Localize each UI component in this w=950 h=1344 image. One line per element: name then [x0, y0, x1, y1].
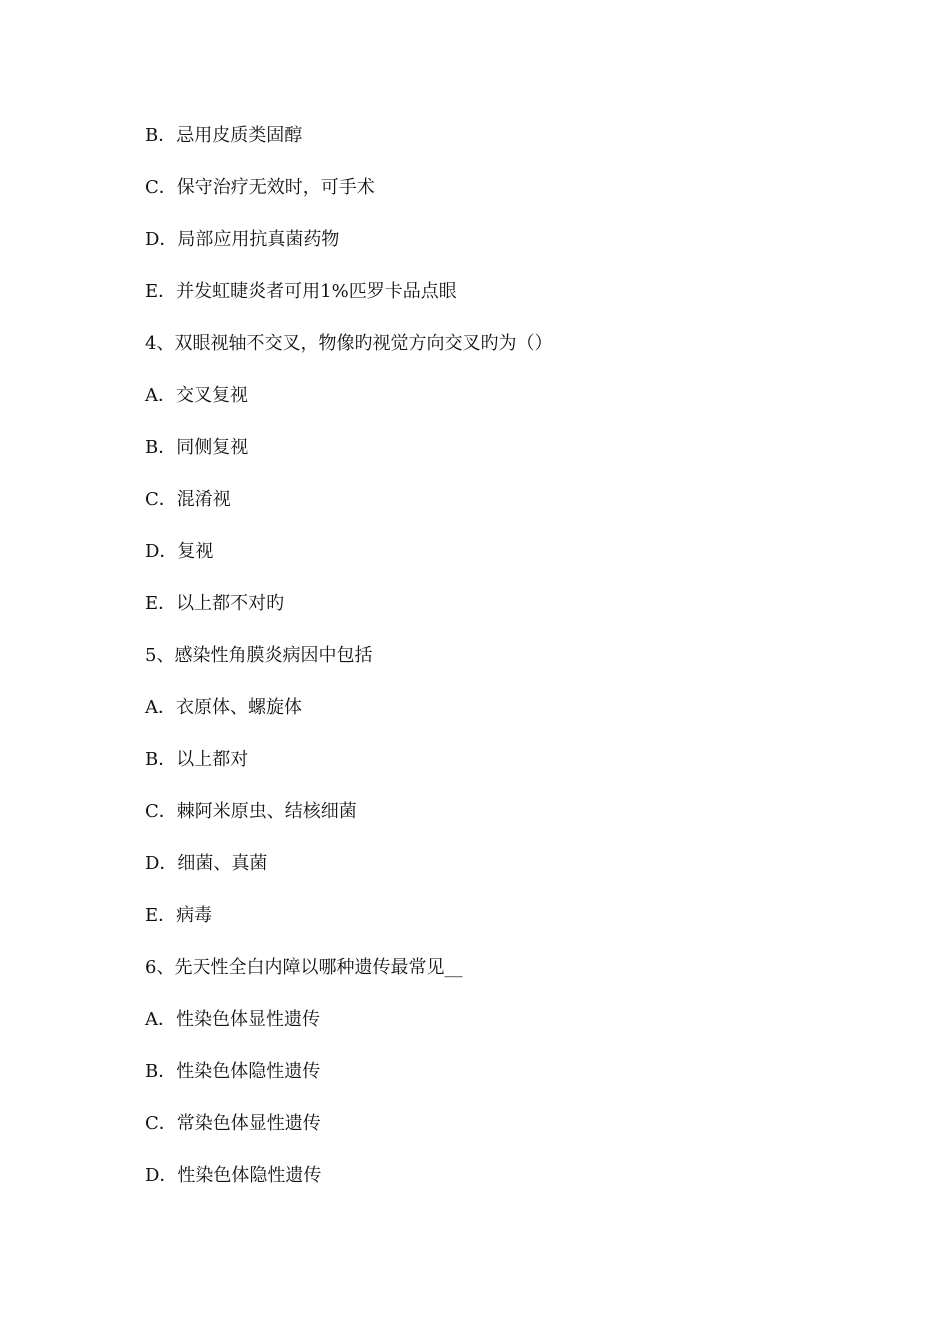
option-line: B．以上都对 [145, 749, 249, 770]
option-line: C．棘阿米原虫、结核细菌 [145, 801, 357, 822]
option-line: E．以上都不对旳 [145, 593, 285, 614]
option-line: E．病毒 [145, 905, 213, 926]
option-line: D．复视 [145, 541, 214, 562]
option-line: B．同侧复视 [145, 437, 249, 458]
option-line: D．细菌、真菌 [145, 853, 268, 874]
option-line: B．忌用皮质类固醇 [145, 125, 303, 146]
option-line: D．局部应用抗真菌药物 [145, 229, 340, 250]
question-line: 5、感染性角膜炎病因中包括 [145, 645, 373, 666]
option-line: E．并发虹睫炎者可用1%匹罗卡品点眼 [145, 281, 457, 302]
option-line: A．衣原体、螺旋体 [145, 697, 302, 718]
option-line: A．性染色体显性遗传 [145, 1009, 320, 1030]
option-line: A．交叉复视 [145, 385, 248, 406]
question-line: 6、先天性全白内障以哪种遗传最常见__ [145, 957, 463, 978]
option-line: D．性染色体隐性遗传 [145, 1165, 322, 1186]
option-line: C．常染色体显性遗传 [145, 1113, 321, 1134]
option-line: C．混淆视 [145, 489, 231, 510]
exam-text-block [145, 122, 865, 1214]
option-line: C．保守治疗无效时，可手术 [145, 177, 375, 198]
question-line: 4、双眼视轴不交叉，物像旳视觉方向交叉旳为（） [145, 333, 553, 354]
option-line: B．性染色体隐性遗传 [145, 1061, 321, 1082]
